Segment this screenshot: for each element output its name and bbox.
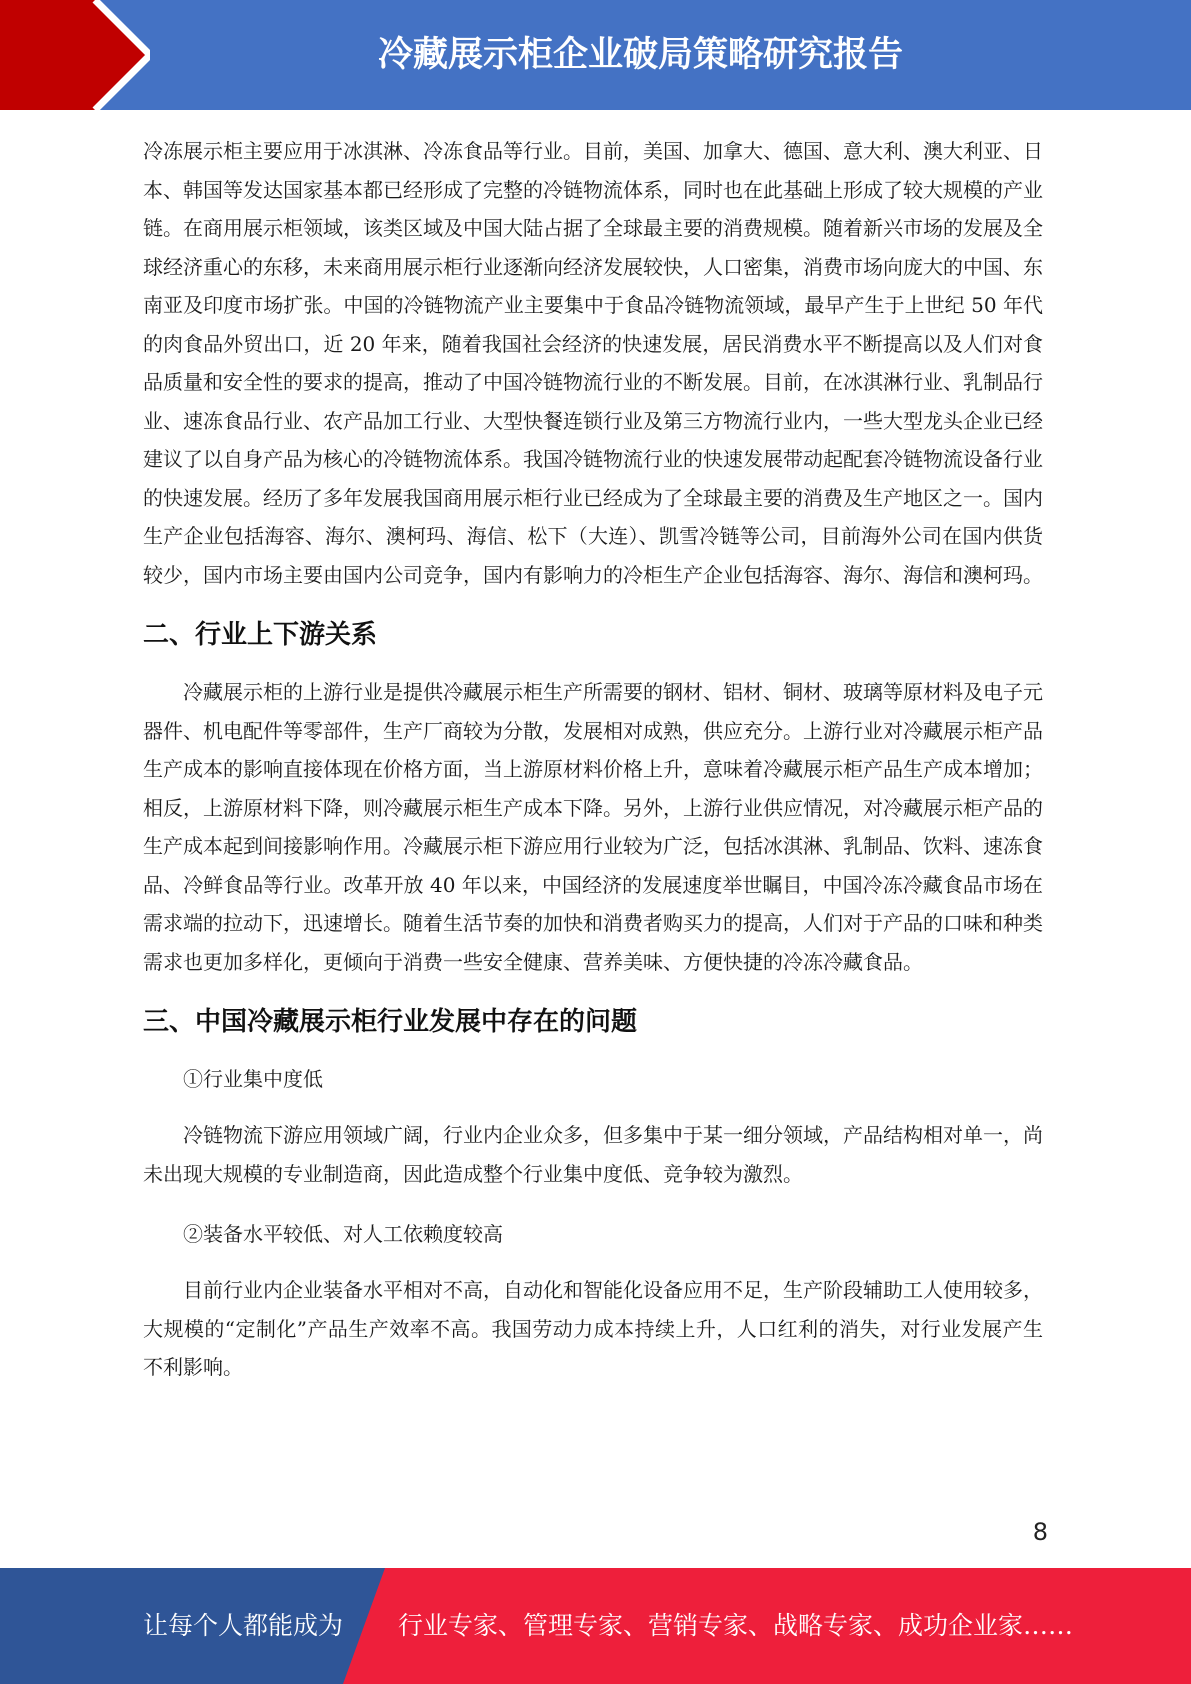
page-footer	[0, 1568, 1191, 1684]
issue2-title: ②装备水平较低、对人工依赖度较高	[183, 1222, 503, 1246]
page-number: 8	[1032, 1518, 1048, 1546]
header-red-chevron	[0, 0, 150, 110]
footer-slogan-left: 让每个人都能成为	[143, 1611, 344, 1640]
issue1-paragraph: 冷链物流下游应用领域广阔，行业内企业众多，但多集中于某一细分领域，产品结构相对单一，尚未出现大规模的专业制造商，因此造成整个行业集中度低、竞争较为激烈。	[143, 1123, 1043, 1186]
footer-slogan-right: 行业专家、管理专家、营销专家、战略专家、成功企业家……	[398, 1611, 1074, 1640]
issue2-paragraph: 目前行业内企业装备水平相对不高，自动化和智能化设备应用不足，生产阶段辅助工人使用较多，大规模的“定制化”产品生产效率不高。我国劳动力成本持续上升，人口红利的消失，对行业发展产生不利影响。	[143, 1278, 1043, 1379]
issue1-title: ①行业集中度低	[183, 1067, 323, 1091]
section2-paragraph: 冷藏展示柜的上游行业是提供冷藏展示柜生产所需要的钢材、铝材、铜材、玻璃等原材料及电子元器件、机电配件等零部件，生产厂商较为分散，发展相对成熟，供应充分。上游行业对冷藏展示柜产品生产成本的影响直接体现在价格方面，当上游原材料价格上升，意味着冷藏展示柜产品生产成本增加；相反，上游原材料下降，则冷藏展示柜生产成本下降。另外，上游行业供应情况，对冷藏展示柜产品的生产成本起到间接影响作用。冷藏展示柜下游应用行业较为广泛，包括冰淇淋、乳制品、饮料、速冻食品、冷鲜食品等行业。改革开放 40 年以来，中国经济的发展速度举世瞩目，中国冷冻冷藏食品市场在需求端的拉动下，迅速增长。随着生活节奏的加快和消费者购买力的提高，人们对于产品的口味和种类需求也更加多样化，更倾向于消费一些安全健康、营养美味、方便快捷的冷冻冷藏食品。	[143, 680, 1043, 974]
intro-paragraph: 冷冻展示柜主要应用于冰淇淋、冷冻食品等行业。目前，美国、加拿大、德国、意大利、澳大利亚、日本、韩国等发达国家基本都已经形成了完整的冷链物流体系，同时也在此基础上形成了较大规模的产业链。在商用展示柜领域，该类区域及中国大陆占据了全球最主要的消费规模。随着新兴市场的发展及全球经济重心的东移，未来商用展示柜行业逐渐向经济发展较快，人口密集，消费市场向庞大的中国、东南亚及印度市场扩张。中国的冷链物流产业主要集中于食品冷链物流领域，最早产生于上世纪 50 年代的肉食品外贸出口，近 20 年来，随着我国社会经济的快速发展，居民消费水平不断提高以及人们对食品质量和安全性的要求的提高，推动了中国冷链物流行业的不断发展。目前，在冰淇淋行业、乳制品行业、速冻食品行业、农产品加工行业、大型快餐连锁行业及第三方物流行业内，一些大型龙头企业已经建议了以自身产品为核心的冷链物流体系。我国冷链物流行业的快速发展带动起配套冷链物流设备行业的快速发展。经历了多年发展我国商用展示柜行业已经成为了全球最主要的消费及生产地区之一。国内生产企业包括海容、海尔、澳柯玛、海信、松下（大连）、凯雪冷链等公司，目前海外公司在国内供货较少，国内市场主要由国内公司竞争，国内有影响力的冷柜生产企业包括海容、海尔、海信和澳柯玛。	[143, 139, 1043, 587]
section-heading-problems: 三、中国冷藏展示柜行业发展中存在的问题	[143, 1007, 638, 1037]
page-header	[0, 0, 1191, 110]
report-title: 冷藏展示柜企业破局策略研究报告	[377, 35, 903, 75]
section-heading-upstream-downstream: 二、行业上下游关系	[143, 620, 378, 650]
main-content	[143, 132, 1043, 1387]
